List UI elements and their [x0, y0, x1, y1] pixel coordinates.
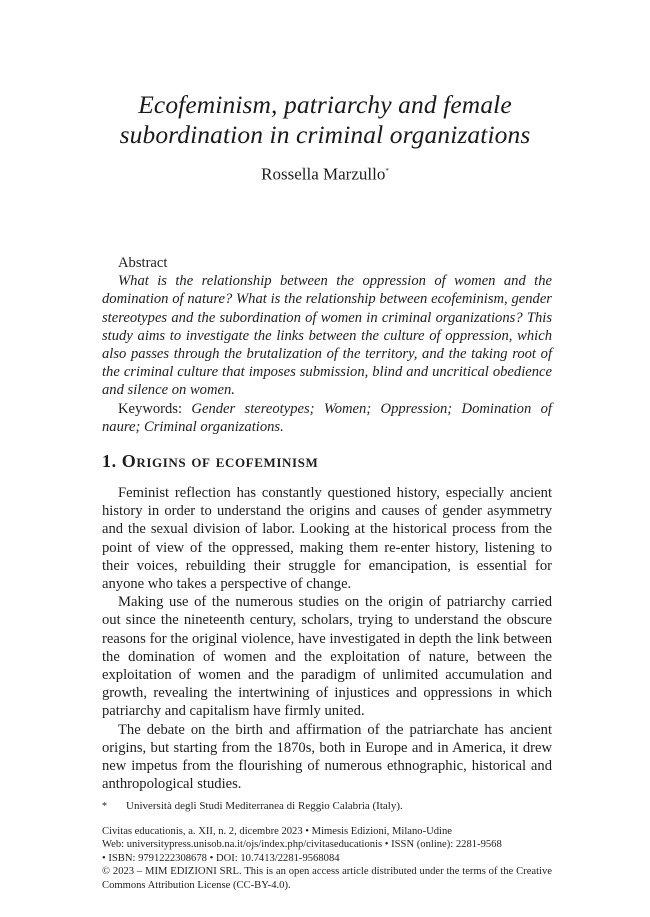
section-heading-origins: 1. Origins of ecofeminism — [102, 451, 319, 471]
imprint-isbn-line: • ISBN: 9791222308678 • DOI: 10.7413/2281-9568084 — [102, 852, 340, 864]
footnote — [102, 799, 552, 814]
abstract-section — [102, 254, 552, 436]
keywords-value: Gender stereotypes; Women; Oppression; Domination of naure; Criminal organizations. — [102, 400, 552, 435]
section-body — [102, 484, 552, 793]
author-footnote-mark[interactable]: * — [385, 167, 389, 175]
imprint-journal-line: Civitas educationis, a. XII, n. 2, dicembre 2023 • Mimesis Edizioni, Milano-Udine — [102, 826, 453, 837]
article-title-line-2: subordination in criminal organizations — [119, 120, 531, 149]
article-title-line-1: Ecofeminism, patriarchy and female — [138, 90, 512, 119]
abstract-heading: Abstract — [118, 255, 168, 271]
imprint-license-line: © 2023 – MIM EDIZIONI SRL. This is an open access article distributed under the terms of the Creative Commons Attribution License (CC-BY-4.0). — [102, 866, 552, 891]
body-paragraph: The debate on the birth and affirmation of the patriarchate has ancient origins, but starting from the 1870s, both in Europe and in America, it drew new impetus from the flourishing of numerous ethnographic, historical and anthropological studies. — [102, 721, 552, 793]
footnote-text: Università degli Studi Mediterranea di Reggio Calabria (Italy). — [126, 800, 403, 812]
publication-imprint — [102, 825, 552, 892]
abstract-text: What is the relationship between the oppression of women and the domination of nature? What is the relationship between ecofeminism, gender stereotypes and the subordination of women in criminal organizations? This study aims to investigate the links between the culture of oppression, which also passes through the brutalization of the territory, and the taking root of the criminal culture that imposes submission, blind and uncritical obedience and silence on women. — [102, 273, 552, 399]
imprint-web-line: Web: universitypress.unisob.na.it/ojs/index.php/civitaseducationis • ISSN (online): 2281-9568 — [102, 839, 502, 851]
author-line — [0, 160, 650, 186]
body-paragraph: Feminist reflection has constantly questioned history, especially ancient history in order to understand the origins and causes of gender asymmetry and the sexual division of labor. Looking at the historical process from the point of view of the oppressed, making them re-enter history, listening to their voices, rebuilding their struggle for emancipation, is essential for anyone who takes a perspective of change. — [102, 485, 552, 593]
keywords-line — [102, 400, 552, 436]
keywords-label: Keywords: — [118, 400, 183, 417]
title-block — [0, 90, 650, 186]
body-paragraph: Making use of the numerous studies on the origin of patriarchy carried out since the nineteenth century, scholars, trying to understand the obscure reasons for the original violence, have investigated in depth the link between the domination of women and the exploitation of nature, between the exploitation of women and the paradigm of unlimited accumulation and growth, revealing the intertwining of injustices and oppressions in which patriarchy and capitalism have firmly united. — [102, 594, 552, 720]
footnote-mark: * — [102, 801, 107, 812]
author-name: Rossella Marzullo — [261, 164, 386, 184]
